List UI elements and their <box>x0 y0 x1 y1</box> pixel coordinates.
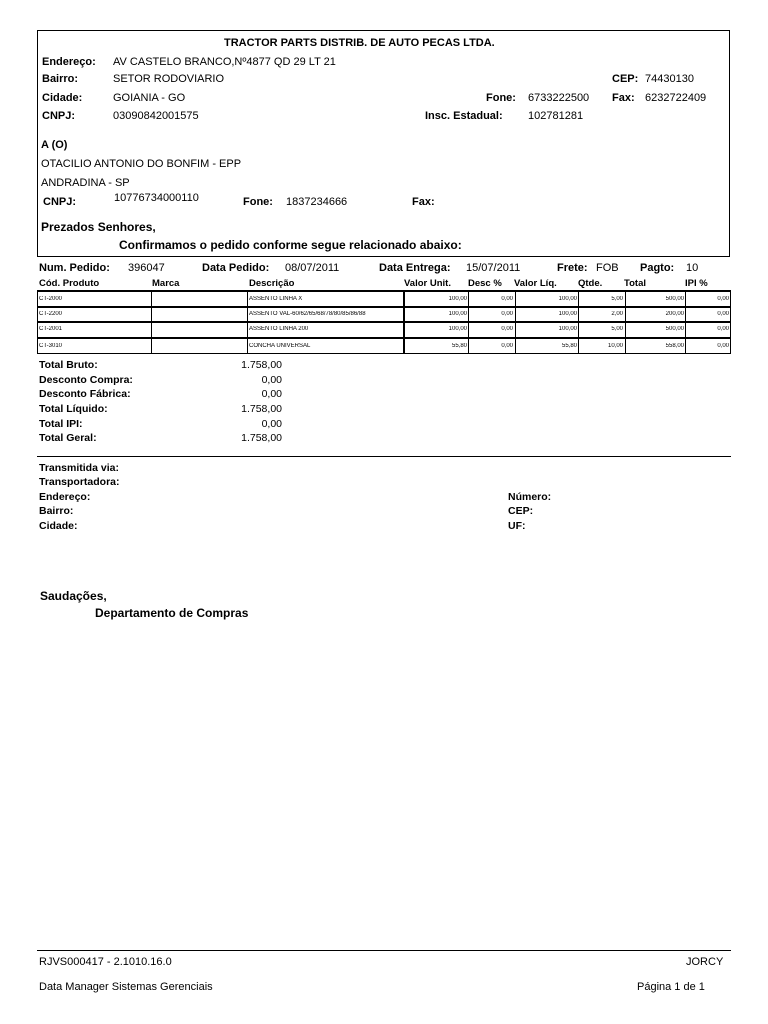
desconto-fabrica-label: Desconto Fábrica: <box>39 388 131 400</box>
cell-qtde: 5,00 <box>611 296 623 302</box>
frete-label: Frete: <box>557 262 588 274</box>
cell-desc-pct: 0,00 <box>501 311 513 317</box>
cell-descricao: ASSENTO VAL-60/62/65/68/78/80/85/86/88 <box>249 311 366 317</box>
bairro-label: Bairro: <box>42 73 79 85</box>
transmitida-label: Transmitida via: <box>39 462 119 474</box>
cell-cod: CT-2001 <box>39 326 63 332</box>
th-total: Total <box>624 278 646 289</box>
endereco-value: AV CASTELO BRANCO,Nº4877 QD 29 LT 21 <box>113 56 336 68</box>
cell-valor-unit: 100,00 <box>448 311 467 317</box>
total-geral-value: 1.758,00 <box>241 432 282 444</box>
cell-valor-unit: 55,80 <box>451 343 467 349</box>
transportadora-label: Transportadora: <box>39 476 120 488</box>
total-geral-label: Total Geral: <box>39 432 97 444</box>
cell-descricao: ASSENTO LINHA 200 <box>249 326 309 332</box>
recipient-name: OTACILIO ANTONIO DO BONFIM - EPP <box>41 158 242 170</box>
cell-ipi: 0,00 <box>717 296 729 302</box>
th-qtde: Qtde. <box>578 278 603 289</box>
cell-desc-pct: 0,00 <box>501 326 513 332</box>
transport-uf-label: UF: <box>508 520 526 532</box>
cell-valor-liq: 55,80 <box>561 343 577 349</box>
th-descricao: Descrição <box>249 278 295 289</box>
greeting-message: Confirmamos o pedido conforme segue relacionado abaixo: <box>119 238 462 252</box>
divider <box>37 456 731 457</box>
transport-cep-label: CEP: <box>508 505 534 517</box>
fone-value: 6733222500 <box>528 92 590 104</box>
cell-valor-liq: 100,00 <box>558 311 577 317</box>
fax-label: Fax: <box>612 92 635 104</box>
total-bruto-label: Total Bruto: <box>39 359 98 371</box>
th-ipi-pct: IPI % <box>685 278 708 289</box>
transport-endereco-label: Endereço: <box>39 491 91 503</box>
fax-value: 6232722409 <box>645 92 707 104</box>
th-desc-pct: Desc % <box>468 278 502 289</box>
desconto-compra-value: 0,00 <box>261 374 282 386</box>
cidade-label: Cidade: <box>42 92 83 104</box>
recipient-fone-label: Fone: <box>243 196 273 208</box>
order-num-value: 396047 <box>128 262 165 274</box>
transport-numero-label: Número: <box>508 491 552 503</box>
cell-total: 558,00 <box>665 343 684 349</box>
cell-ipi: 0,00 <box>717 326 729 332</box>
cell-desc-pct: 0,00 <box>501 343 513 349</box>
cell-ipi: 0,00 <box>717 343 729 349</box>
cell-qtde: 10,00 <box>607 343 623 349</box>
th-marca: Marca <box>152 278 180 289</box>
cell-desc-pct: 0,00 <box>501 296 513 302</box>
transport-cidade-label: Cidade: <box>39 520 78 532</box>
recipient-cnpj-label: CNPJ: <box>43 196 77 208</box>
cell-qtde: 5,00 <box>611 326 623 332</box>
cell-descricao: ASSENTO LINHA X <box>249 296 303 302</box>
th-valor-liq: Valor Líq. <box>514 278 557 289</box>
cnpj-value: 03090842001575 <box>113 110 199 122</box>
data-entrega-value: 15/07/2011 <box>466 262 521 274</box>
footer-divider <box>37 950 731 951</box>
cell-ipi: 0,00 <box>717 311 729 317</box>
cell-cod: CT-2200 <box>39 311 63 317</box>
insc-label: Insc. Estadual: <box>425 110 503 122</box>
th-valor-unit: Valor Unit. <box>404 278 451 289</box>
desconto-compra-label: Desconto Compra: <box>39 374 133 386</box>
frete-value: FOB <box>596 262 619 274</box>
recipient-cnpj-value: 10776734000110 <box>114 192 199 204</box>
total-bruto-value: 1.758,00 <box>241 359 282 371</box>
cell-total: 500,00 <box>665 296 684 302</box>
closing-saudacoes: Saudações, <box>40 589 107 603</box>
recipient-fax-label: Fax: <box>412 196 435 208</box>
total-ipi-value: 0,00 <box>261 418 282 430</box>
cell-cod: CT-3010 <box>39 343 63 349</box>
footer-page: Página 1 de 1 <box>637 981 705 993</box>
footer-system: Data Manager Sistemas Gerenciais <box>39 981 213 993</box>
cell-total: 200,00 <box>665 311 684 317</box>
fone-label: Fone: <box>486 92 516 104</box>
total-liquido-value: 1.758,00 <box>241 403 282 415</box>
endereco-label: Endereço: <box>42 56 96 68</box>
cep-label: CEP: <box>612 73 639 85</box>
data-entrega-label: Data Entrega: <box>379 262 451 274</box>
cell-valor-unit: 100,00 <box>448 326 467 332</box>
cell-valor-liq: 100,00 <box>558 326 577 332</box>
cell-cod: CT-2000 <box>39 296 63 302</box>
cep-value: 74430130 <box>645 73 694 85</box>
th-cod-produto: Cód. Produto <box>39 278 100 289</box>
cell-descricao: CONCHA UNIVERSAL <box>249 343 311 349</box>
pagto-value: 10 <box>686 262 699 274</box>
recipient-to-label: A (O) <box>41 139 68 151</box>
salutation: Prezados Senhores, <box>41 220 156 234</box>
company-name: TRACTOR PARTS DISTRIB. DE AUTO PECAS LTDA. <box>224 37 495 49</box>
transport-bairro-label: Bairro: <box>39 505 74 517</box>
bairro-value: SETOR RODOVIARIO <box>113 73 225 85</box>
cell-qtde: 2,00 <box>611 311 623 317</box>
recipient-city: ANDRADINA - SP <box>41 177 130 189</box>
cidade-value: GOIANIA - GO <box>113 92 186 104</box>
insc-value: 102781281 <box>528 110 584 122</box>
closing-department: Departamento de Compras <box>95 606 249 620</box>
data-pedido-label: Data Pedido: <box>202 262 270 274</box>
cell-total: 500,00 <box>665 326 684 332</box>
footer-user: JORCY <box>686 956 724 968</box>
total-liquido-label: Total Líquido: <box>39 403 108 415</box>
data-pedido-value: 08/07/2011 <box>285 262 340 274</box>
desconto-fabrica-value: 0,00 <box>261 388 282 400</box>
total-ipi-label: Total IPI: <box>39 418 83 430</box>
recipient-fone-value: 1837234666 <box>286 196 348 208</box>
pagto-label: Pagto: <box>640 262 675 274</box>
cell-valor-unit: 100,00 <box>448 296 467 302</box>
cnpj-label: CNPJ: <box>42 110 76 122</box>
cell-valor-liq: 100,00 <box>558 296 577 302</box>
order-num-label: Num. Pedido: <box>39 262 110 274</box>
footer-code: RJVS000417 - 2.1010.16.0 <box>39 956 172 968</box>
